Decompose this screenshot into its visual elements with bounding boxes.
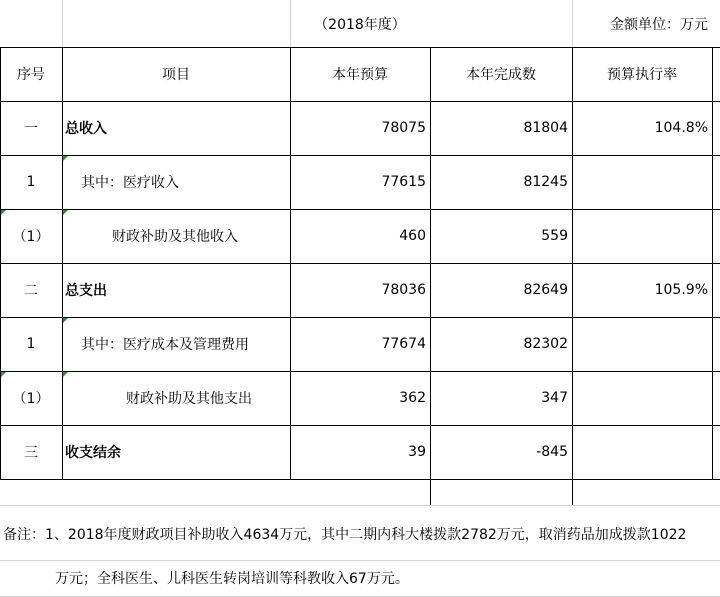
column-header-budget: 本年预算 [332, 67, 388, 83]
table-cell-actual: 347 [541, 390, 568, 406]
table-cell-rate [572, 371, 712, 425]
table-cell-actual: 81245 [523, 174, 568, 190]
table-cell-item: 其中：医疗成本及管理费用 [81, 337, 249, 353]
gridline [62, 0, 63, 47]
gridline [0, 505, 720, 506]
table-cell-item: 收支结余 [65, 445, 121, 461]
column-header-rate: 预算执行率 [607, 67, 677, 83]
table-cell-seq: （1） [12, 391, 50, 407]
table-cell-rate: 104.8% [654, 120, 708, 136]
table-cell-budget: 39 [408, 444, 426, 460]
table-cell-rate: 105.9% [654, 282, 708, 298]
table-cell-actual: 82649 [523, 282, 568, 298]
table-border [0, 479, 720, 480]
table-cell-budget: 77674 [381, 336, 426, 352]
table-cell-budget: 362 [399, 390, 426, 406]
table-cell-rate [572, 317, 712, 371]
table-cell-actual: 81804 [523, 120, 568, 136]
table-cell-actual: 82302 [523, 336, 568, 352]
table-cell-item: 总支出 [65, 283, 107, 299]
table-cell-budget: 77615 [381, 174, 426, 190]
table-cell-seq: （1） [12, 229, 50, 245]
table-cell-rate [572, 155, 712, 209]
table-cell-seq: 1 [26, 174, 36, 190]
table-cell-seq: 一 [24, 121, 38, 137]
gridline [0, 560, 720, 561]
table-cell-rate [572, 209, 712, 263]
table-cell-item: 财政补助及其他收入 [112, 229, 238, 245]
table-cell-budget: 78036 [381, 282, 426, 298]
column-header-actual: 本年完成数 [466, 67, 536, 83]
table-cell-rate [572, 425, 712, 479]
column-header-seq: 序号 [17, 67, 45, 83]
table-cell-seq: 二 [24, 283, 38, 299]
table-cell-budget: 460 [399, 228, 426, 244]
table-cell-seq: 1 [26, 336, 36, 352]
column-header-item: 项目 [162, 67, 190, 83]
table-cell-item: 财政补助及其他支出 [126, 391, 252, 407]
footnote-line-2: 万元；全科医生、儿科医生转岗培训等科教收入67万元。 [55, 571, 409, 587]
currency-unit: 金额单位：万元 [610, 16, 708, 33]
table-cell-item: 其中：医疗收入 [81, 175, 179, 191]
table-cell-actual: 559 [541, 228, 568, 244]
report-period: （2018年度） [314, 16, 406, 33]
table-cell-budget: 78075 [381, 120, 426, 136]
table-cell-item: 总收入 [65, 121, 107, 137]
footnote-line-1: 备注：1、2018年度财政项目补助收入4634万元，其中二期内科大楼拨款2782万元，取消药品加成拨款1022 [3, 527, 687, 543]
table-cell-seq: 三 [24, 445, 38, 461]
table-cell-actual: -845 [536, 444, 568, 460]
table-border [712, 47, 713, 480]
